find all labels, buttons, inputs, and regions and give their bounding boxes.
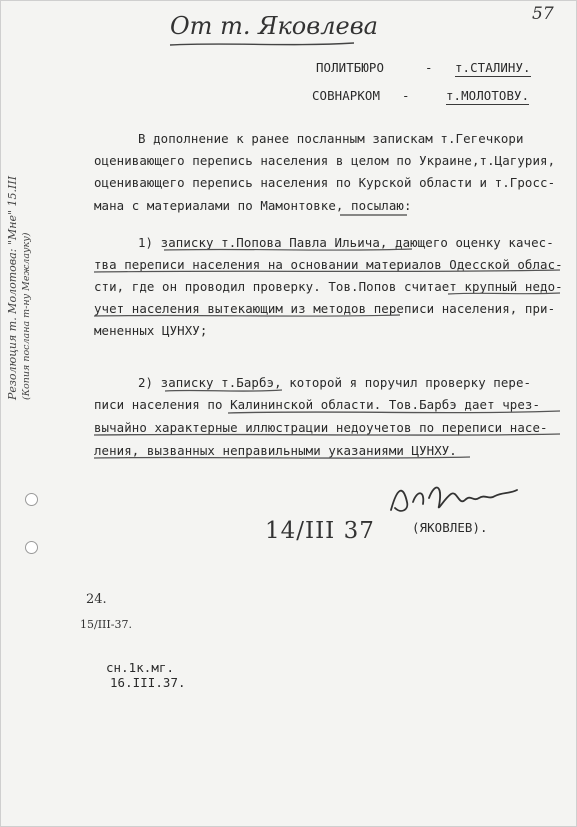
addressee-org-1: ПОЛИТБЮРО: [316, 60, 385, 75]
item2-line-1: 2) записку т.Барбэ, которой я поручил проверку пере-: [138, 375, 532, 390]
intro-line-4: мана с материалами по Мамонтовке, посылаю:: [94, 198, 412, 213]
item2-line-2: писи населения по Калининской области. Тов.Барбэ дает чрез-: [94, 397, 541, 412]
handwritten-date: 14/III 37: [265, 518, 375, 544]
intro-line-2: оценивающего перепись населения в целом по Украине,т.Цагурия,: [94, 153, 556, 168]
addressee-org-2: СОВНАРКОМ: [312, 88, 381, 103]
intro-line-3: оценивающего перепись населения по Курской области и т.Гросс-: [94, 175, 556, 190]
intro-line-1: В дополнение к ранее посланным запискам т.Гегечкори: [138, 131, 524, 146]
signature-typed: (ЯКОВЛЕВ).: [412, 520, 488, 535]
page-number: 57: [532, 4, 554, 24]
hand-number: 24.: [86, 592, 107, 607]
item1-line-3: сти, где он проводил проверку. Тов.Попов считает крупный недо-: [94, 279, 563, 294]
typed-date: 16.III.37.: [110, 675, 186, 690]
margin-note-line-2: (Копия послана т-ну Межлауку): [21, 232, 32, 400]
item1-line-5: мененных ЦУНХУ;: [94, 323, 208, 338]
hand-date: 15/III-37.: [80, 618, 132, 631]
item2-line-4: ления, вызванных неправильными указаниями ЦУНХУ.: [94, 443, 457, 458]
addressee-name-2: т.МОЛОТОВУ.: [446, 88, 530, 103]
handwritten-from: От т. Яковлева: [170, 12, 378, 40]
margin-resolution-note: [6, 176, 34, 400]
addressee-name-1: т.СТАЛИНУ.: [455, 60, 531, 75]
item1-line-1: 1) записку т.Попова Павла Ильича, дающего оценку качес-: [138, 235, 554, 250]
margin-note-line-1: Резолюция т. Молотова: "Мне" 15.III: [6, 175, 19, 400]
typed-ref: сн.1к.мг.: [106, 660, 175, 675]
addressee-dash-1: -: [425, 60, 433, 75]
item1-line-2: тва переписи населения на основании материалов Одесской облас-: [94, 257, 563, 272]
item2-line-3: вычайно характерные иллюстрации недоучетов по переписи насе-: [94, 420, 548, 435]
item1-line-4: учет населения вытекающим из методов переписи населения, при-: [94, 301, 556, 316]
addressee-dash-2: -: [402, 88, 410, 103]
